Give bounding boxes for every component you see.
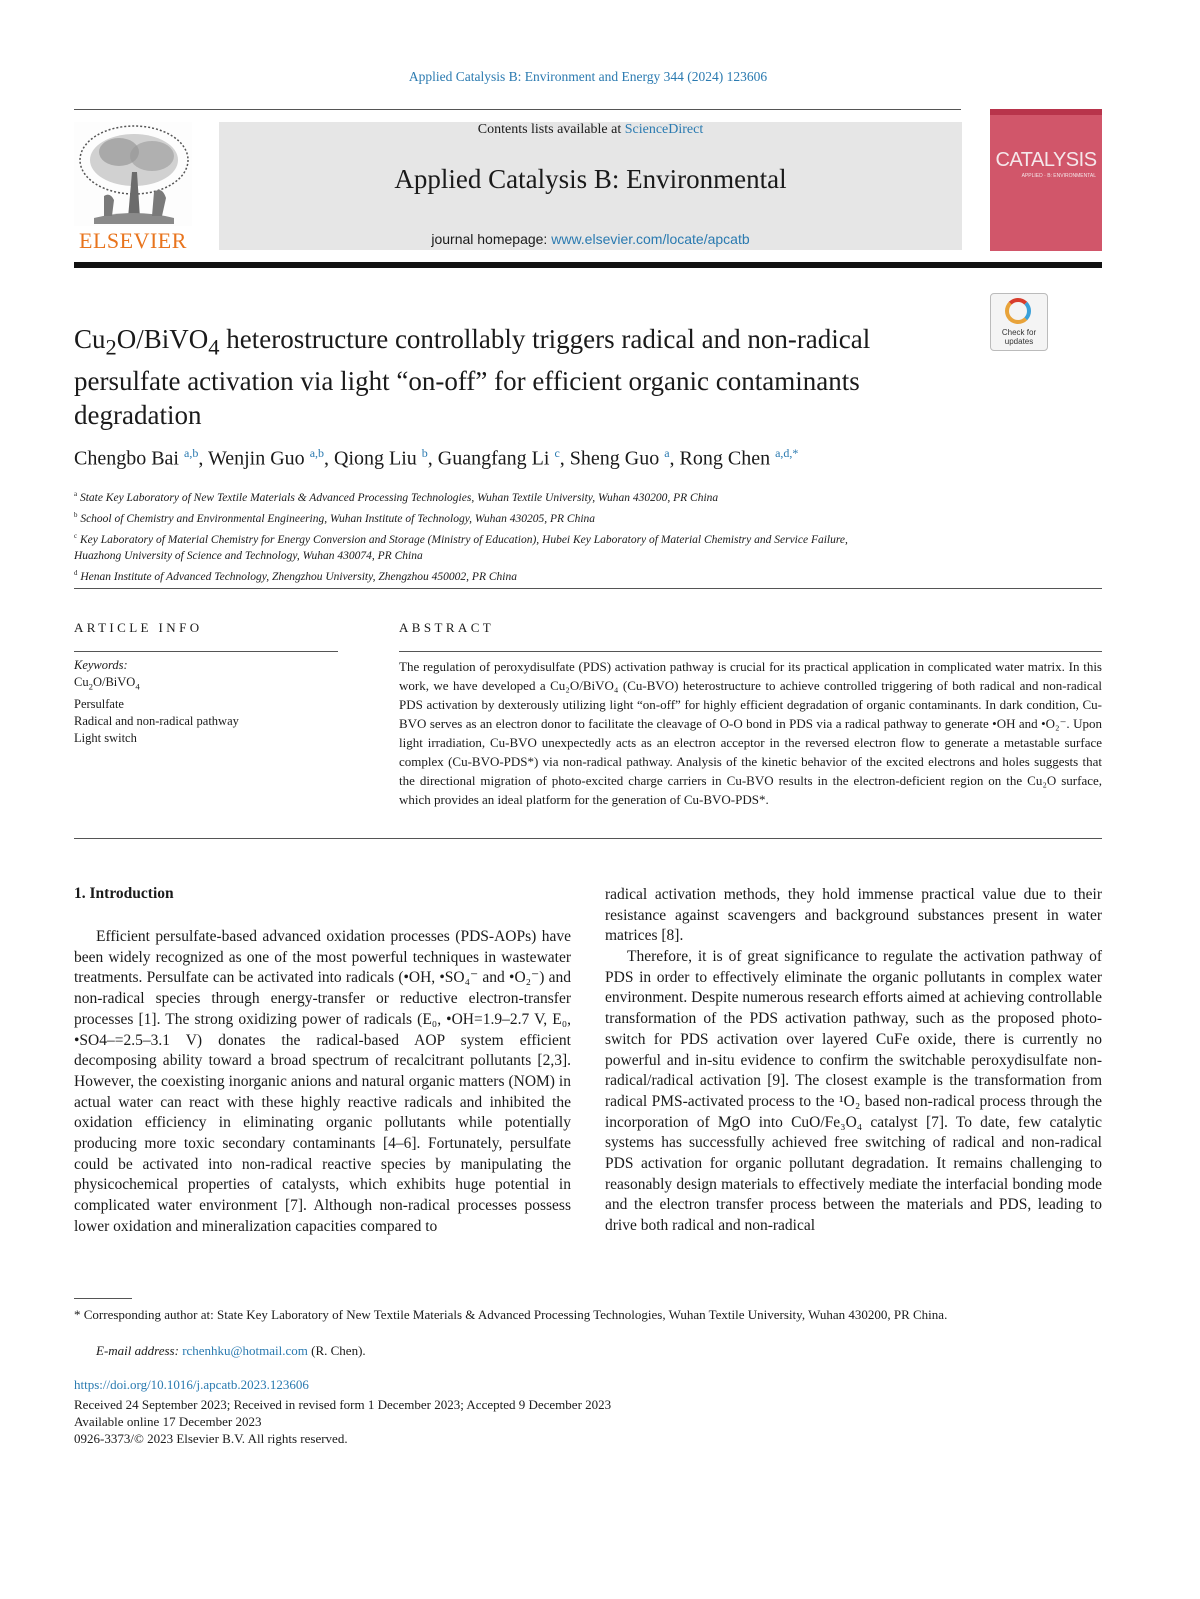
author-affiliation-sup[interactable]: a,d,* [775,446,799,460]
received-dates: Received 24 September 2023; Received in revised form 1 December 2023; Accepted 9 December 2023 [74,1397,612,1412]
affiliation [74,565,1102,586]
keyword: $Cu_2O/BiVO_4$ [74,675,140,692]
affiliation [74,548,1102,565]
cover-title: CATALYSIS [995,149,1097,171]
keyword: Persulfate [74,696,124,711]
email-link[interactable]: rchenhku@hotmail.com [182,1343,308,1358]
affiliation-key: a [74,491,78,498]
available-date: Available online 17 December 2023 [74,1414,262,1429]
divider [399,651,1102,652]
cover-subtitle: APPLIED · B: ENVIRONMENTAL [1021,173,1096,179]
sciencedirect-link[interactable]: ScienceDirect [624,122,704,137]
footnote-rule [74,1298,132,1299]
affiliation [74,528,1102,549]
author-name[interactable]: Rong Chen [679,447,771,470]
author-affiliation-sup[interactable]: a,b [184,446,199,460]
contents-prefix: Contents lists available at [477,122,625,137]
publisher-wordmark: ELSEVIER [79,228,187,253]
homepage-link[interactable]: www.elsevier.com/locate/apcatb [551,231,750,247]
author-affiliation-sup[interactable]: a [664,446,670,460]
affiliations [74,486,1102,586]
body-paragraph: Efficient persulfate-based advanced oxidation processes (PDS-AOPs) have been widely recognized as one of the most powerful techniques in wastewater treatments. Persulfate can be activated into radicals (•OH, •SO₄⁻ and •O₂⁻) and non-radical species through energy-transfer or reductive electron-transfer processes [1]. The strong oxidizing power of radicals (E₀, •OH=1.9–2.7 V, E₀, •SO4–=2.5–3.1 V) donates the radical-based AOP system efficient decomposing ability toward a broad spectrum of recalcitrant pollutants [2,3]. However, the coexisting inorganic anions and natural organic matters (NOM) in actual water can react with these highly reactive radicals and inhibited the oxidation efficiency in eliminating organic pollutants while potentially producing more toxic secondary contaminants [4–6]. Fortunately, persulfate could be activated into non-radical reactive species by manipulating the physicochemical properties of catalysts, which exhibits huge potential in complicated water environment [7]. Although non-radical processes possess lower oxidation and mineralization capacities compared to [74,928,571,1235]
article-info-heading: ARTICLE INFO [74,620,203,635]
check-updates-label: Check for updates [1001,328,1037,346]
check-for-updates-button[interactable] [990,293,1048,351]
contents-line [219,122,962,138]
section-heading: 1. Introduction [74,885,174,902]
homepage-line [219,231,962,247]
running-head[interactable]: Applied Catalysis B: Environment and Energy 344 (2024) 123606 [408,69,768,84]
journal-header [219,122,962,250]
journal-title: Applied Catalysis B: Environmental [394,164,787,194]
email-suffix: (R. Chen). [307,1343,366,1358]
author-name[interactable]: Sheng Guo [569,447,660,470]
cover-band [990,109,1102,115]
affiliation-key: b [74,511,78,519]
affiliation-text: Henan Institute of Advanced Technology, Zhengzhou University, Zhengzhou 450002, PR China [80,571,517,584]
email-line [96,1343,366,1359]
affiliation [74,507,1102,528]
title-part: O/BiVO [116,324,209,354]
journal-cover[interactable] [990,109,1102,251]
check-updates-icon [1005,298,1031,324]
keyword: Radical and non-radical pathway [74,713,239,728]
article-title [74,322,974,432]
title-part: Cu [74,324,106,354]
email-label: E-mail address: [96,1343,183,1358]
affiliation-text: Key Laboratory of Material Chemistry for Energy Conversion and Storage (Ministry of Education), Hubei Key Laboratory of Material Chemistry and Service Failure, [79,533,848,546]
author-affiliation-sup[interactable]: c [554,446,560,460]
abstract-text: The regulation of peroxydisulfate (PDS) activation pathway is crucial for its practical application in complicated water matrix. In this work, we have developed a Cu₂O/BiVO₄ (Cu-BVO) heterostructure to achieve controlled triggering of both radical and non-radical PDS activation by dexterously utilizing light “on-off” for highly efficient degradation of organic contaminants. In dark condition, Cu-BVO serves as an electron donor to facilitate the cleavage of O-O bond in PDS via a radical pathway to generate •OH and •O₂⁻. Upon light irradiation, Cu-BVO unexpectedly acts as an electron acceptor in the reversed electron flow to generate a metastable surface complex (Cu-BVO-PDS*) via non-radical pathway. Analysis of the kinetic behavior of the excited electrons and holes suggests that the directional migration of photo-excited charge carriers in Cu-BVO results in the electron-deficient region on the Cu₂O surface, which provides an ideal platform for the generation of Cu-BVO-PDS*. [399,659,1102,807]
affiliation-key: c [74,532,78,540]
body-paragraph: radical activation methods, they hold immense practical value due to their resistance against scavengers and background substances present in water matrices [8]. [605,886,1102,945]
author-name[interactable]: Guangfang Li [437,447,550,470]
author-affiliation-sup[interactable]: b [421,446,428,460]
corresponding-author-note: * Corresponding author at: State Key Laboratory of New Textile Materials & Advanced Processing Technologies, Wuhan Textile University, Wuhan 430200, PR China. [74,1307,948,1322]
keywords-label: Keywords: [74,658,128,672]
header-thick-rule [74,262,1102,268]
keyword: Light switch [74,730,137,745]
divider [74,588,1102,589]
doi-link[interactable]: https://doi.org/10.1016/j.apcatb.2023.123606 [74,1377,309,1392]
author-name[interactable]: Wenjin Guo [207,447,305,470]
elsevier-logo[interactable] [74,122,192,252]
affiliation-text: Huazhong University of Science and Technology, Wuhan 430074, PR China [74,550,423,563]
title-sub: 2 [105,334,117,360]
author-name[interactable]: Chengbo Bai [74,447,179,470]
title-part: heterostructure controllably triggers radical and non-radical persulfate activation via light “on-off” for efficient organic contaminants degradation [74,324,871,431]
author-list: Chengbo Bai $^{a,b}$, Wenjin Guo $^{a,b}$, Qiong Liu $^b$, Guangfang Li $^c$, Sheng Guo $^a$, Rong Chen $^{a,d,*}$ [74,446,799,470]
header-rule [74,109,961,110]
divider [74,838,1102,839]
divider [74,651,338,652]
affiliation-text: State Key Laboratory of New Textile Materials & Advanced Processing Technologies, Wuhan Textile University, Wuhan 430200, PR China [79,491,719,504]
author-affiliation-sup[interactable]: a,b [309,446,325,460]
abstract-heading: ABSTRACT [399,620,495,635]
article-history [74,1396,611,1447]
affiliation-text: School of Chemistry and Environmental Engineering, Wuhan Institute of Technology, Wuhan 430205, PR China [80,512,596,525]
copyright: 0926-3373/© 2023 Elsevier B.V. All rights reserved. [74,1431,348,1446]
homepage-prefix: journal homepage: [431,231,552,247]
keywords [74,657,239,747]
affiliation-key: d [74,570,78,578]
body-paragraph: Therefore, it is of great significance to regulate the activation pathway of PDS in order to effectively eliminate the organic pollutants in complex water environment. Despite numerous research efforts aimed at achieving controllable transformation of the PDS activation pathway, such as the proposed photo-switch for PDS activation over layered CuFe oxide, there is currently no powerful and in-situ evidence to confirm the switchable peroxydisulfate non-radical/radical activation [9]. The closest example is the transformation from radical PMS-activated process to the ¹O₂ based non-radical process through the incorporation of MgO into CuO/Fe₃O₄ catalyst [7]. To date, few catalytic systems has successfully achieved free switching of radical and non-radical PDS activation for organic pollutant degradation. It remains challenging to reasonably design materials to effectively mediate the interfacial bonding mode and the electron transfer process between the materials and PDS, leading to drive both radical and non-radical [605,948,1102,1235]
author-name[interactable]: Qiong Liu [334,447,417,470]
title-sub: 4 [208,334,220,360]
affiliation [74,486,1102,507]
